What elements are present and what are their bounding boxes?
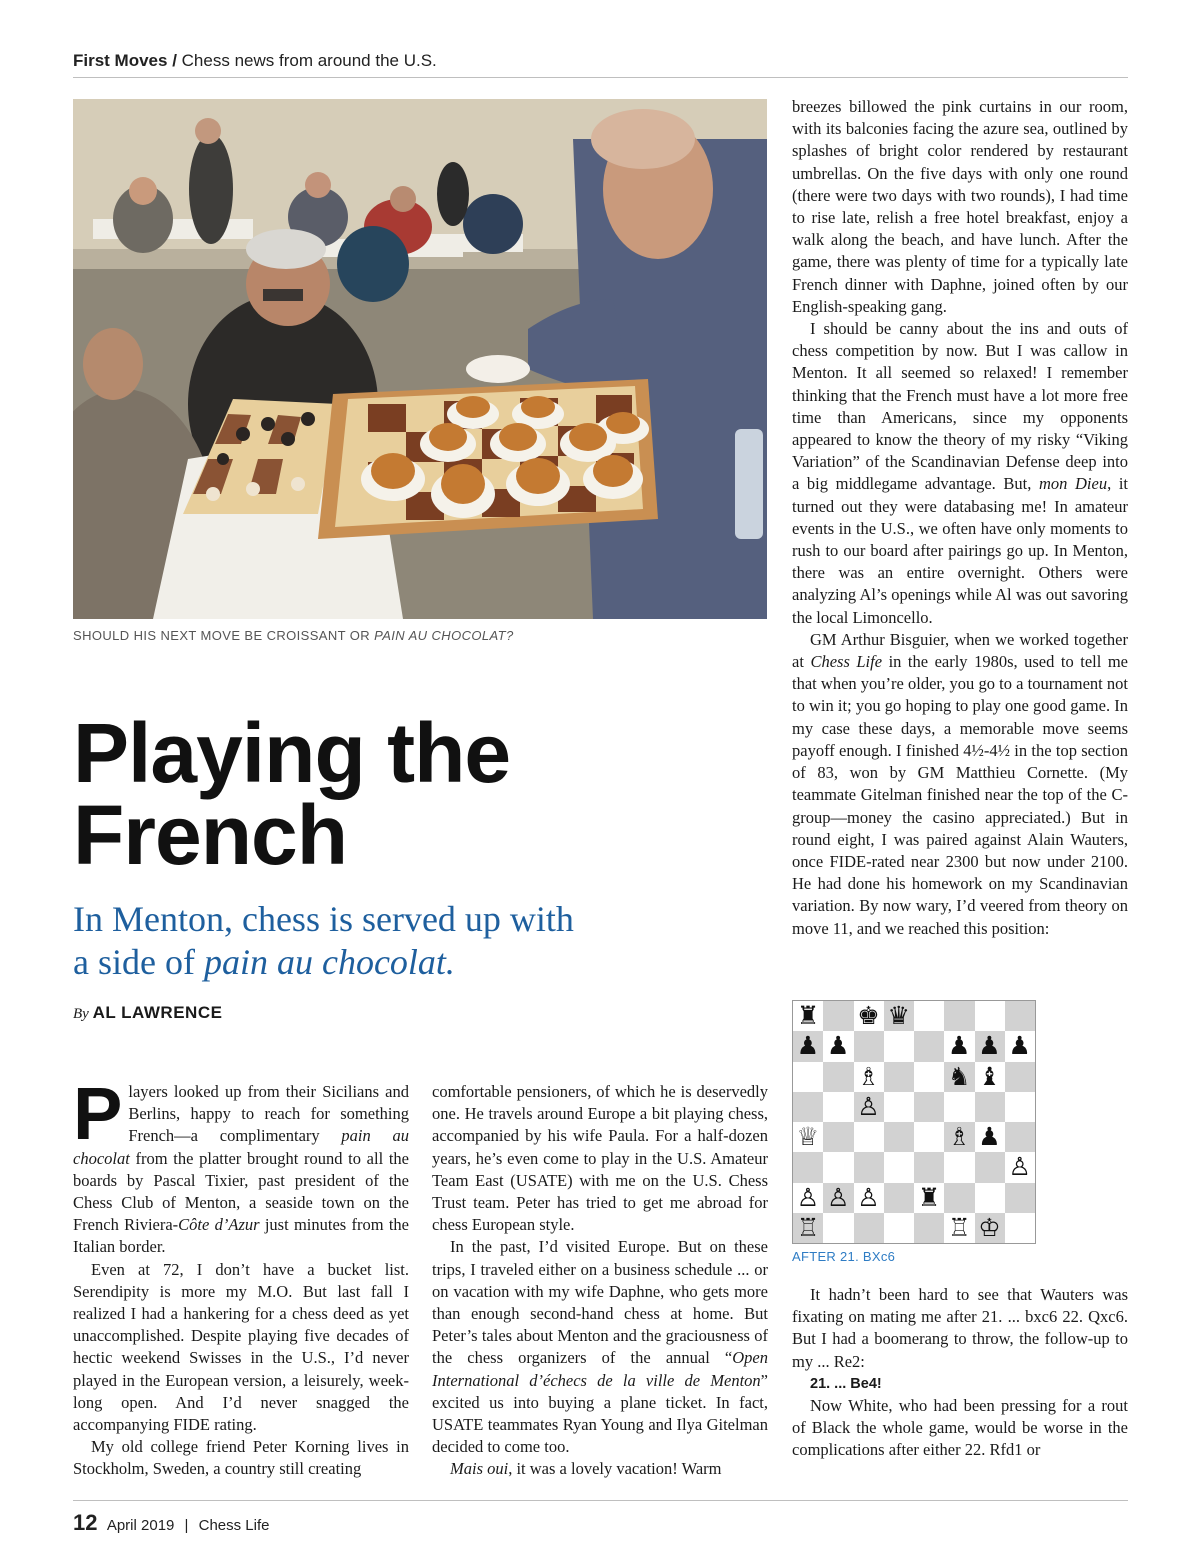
board-square [884,1213,914,1243]
board-square [1005,1183,1035,1213]
black-pawn-icon: ♟ [948,1031,971,1061]
board-square [914,1001,944,1031]
paragraph [432,1458,768,1480]
board-square [1005,1092,1035,1122]
black-king-icon: ♚ [857,1001,880,1030]
white-pawn-icon: ♙ [1008,1152,1031,1182]
body-column-3-top [792,96,1128,940]
text-run: ” excited us into buying a plane ticket. In fact, USATE teammates Ryan Young and Ilya Gitelman decided to come too. [432,1370,768,1457]
board-square [823,1152,853,1182]
board-square [975,1183,1005,1213]
board-square [854,1031,884,1061]
byline-by: By [73,1006,89,1022]
white-pawn-icon: ♙ [857,1091,880,1121]
text-run: just minutes from the Italian border. [73,1215,409,1257]
italic-run: Chess Life [810,652,883,672]
title-line-1: Playing the [73,706,511,800]
paragraph: breezes billowed the pink curtains in our room, with its balconies facing the azure sea, outlined by splashes of bright color rendered by restaurant umbrellas. On the five days with only one round (there were two days with two rounds), I had time to rise late, relish a free hotel breakfast, enjoy a walk along the beach, and have lunch. After the game, there was plenty of time for a typically late French dinner with Daphne, joined often by our English-speaking gang. [792,97,1128,316]
paragraph [792,318,1128,629]
dek-italic: pain au chocolat. [203,942,455,982]
black-pawn-icon: ♟ [1008,1031,1031,1061]
black-pawn-icon: ♟ [978,1122,1001,1151]
dek-line-1: In Menton, chess is served up with [73,899,574,939]
byline-author: AL LAWRENCE [92,1003,223,1022]
title-line-2: French [73,788,348,882]
black-pawn-icon: ♟ [796,1031,820,1061]
byline [73,1003,222,1023]
board-square [793,1152,823,1182]
board-square [823,1062,853,1092]
italic-run: mon Dieu [1038,474,1108,494]
black-queen-icon: ♛ [887,1001,910,1030]
paragraph [73,1072,409,1259]
paragraph [792,629,1128,940]
board-square [884,1183,914,1213]
board-square [975,1092,1005,1122]
diagram-caption: AFTER 21. BXc6 [792,1249,896,1264]
black-bishop-icon: ♝ [978,1061,1001,1091]
board-square [823,1001,853,1031]
article-title [73,706,767,882]
body-column-1 [73,1072,409,1481]
board-square [944,1183,974,1213]
board-square [823,1092,853,1122]
chess-diagram [792,1000,1036,1244]
text-run: I should be canny about the ins and outs of chess competition by now. But I was callow in Menton. It all seemed so relaxed! I remember thinking that the French must have a lot more free time than Americans, since my opponents appeared to know the theory of my risky “Viking Variation” of the Scandinavian Defense deep into a big middlegame advantage. But, [792,319,1128,494]
black-rook-icon: ♜ [796,1001,820,1030]
article-dek [73,898,767,984]
italic-run: pain au chocolat [73,1126,409,1168]
board-square [975,1001,1005,1031]
drop-cap: P [73,1072,123,1155]
board-square [944,1092,974,1122]
caption-italic: PAIN AU CHOCOLAT? [374,628,514,643]
board-square [1005,1001,1035,1031]
board-square [975,1152,1005,1182]
italic-run: Côte d’Azur [178,1215,260,1235]
article-photo [73,99,767,619]
paragraph: comfortable pensioners, of which he is deservedly one. He travels around Europe a bit playing chess, accompanied by his wife Paula. For a half-dozen years, he’s even come to play in the U.S. Amateur Team East (USATE) with me on the U.S. Chess Trust team. Peter has tried to get me abroad for chess European style. [432,1082,768,1235]
white-bishop-icon: ♗ [948,1122,971,1151]
black-pawn-icon: ♟ [978,1031,1001,1061]
board-square [914,1031,944,1061]
text-run: layers looked up from their Sicilians and Berlins, happy to reach for something French—a complimentary [128,1082,409,1146]
text-run: from the platter brought round to all the boards by Pascal Tixier, past president of the Chess Club of Menton, a seaside town on the French Riviera- [73,1148,409,1235]
page-number: 12 [73,1510,98,1535]
magazine-name: Chess Life [198,1517,270,1534]
board-square [854,1213,884,1243]
italic-run: Open International d’échecs de la ville de Menton [432,1348,768,1390]
section-subtitle: Chess news from around the U.S. [181,51,437,70]
board-square [914,1152,944,1182]
black-pawn-icon: ♟ [827,1031,850,1061]
board-square [1005,1213,1035,1243]
paragraph: Now White, who had been pressing for a rout of Black the whole game, would be worse in the complications after either 22. Rfd1 or [792,1396,1128,1460]
white-rook-icon: ♖ [948,1212,971,1242]
white-pawn-icon: ♙ [796,1182,820,1212]
black-knight-icon: ♞ [948,1061,971,1091]
page-footer [73,1500,1128,1536]
text-run: , it was a lovely vacation! Warm [508,1459,722,1479]
board-square [1005,1122,1035,1152]
board-square [944,1152,974,1182]
italic-run: Mais oui [450,1459,509,1479]
board-square [793,1092,823,1122]
caption-text: SHOULD HIS NEXT MOVE BE CROISSANT OR [73,628,375,643]
white-pawn-icon: ♙ [857,1182,880,1212]
board-square [884,1152,914,1182]
board-square [793,1062,823,1092]
white-queen-icon: ♕ [796,1122,820,1151]
board-square [884,1092,914,1122]
board-square [884,1122,914,1152]
issue-date: April 2019 [106,1517,175,1534]
white-pawn-icon: ♙ [827,1182,850,1212]
board-square [823,1122,853,1152]
board-square [914,1062,944,1092]
running-header [73,51,1128,78]
paragraph: My old college friend Peter Korning lives in Stockholm, Sweden, a country still creating [73,1437,409,1479]
footer-separator: | [184,1517,189,1534]
text-run: in the early 1980s, used to tell me that when you’re older, you go to a tournament not to win it; you go hoping to play one good game. In my case these days, a memorable move seems payoff enough. I finished 4½-4½ in the top section of 83, won by GM Matthieu Cornette. (My teammate Gitelman finished near the top of the C-group—money the casino appreciated.) But in round eight, I was paired against Alain Wauters, once FIDE-rated near 2300 but now under 2100. He had done his homework on my Scandinavian variation. By now wary, I’d veered from theory on move 11, and we reached this position: [792,652,1128,938]
board-square [884,1031,914,1061]
board-square [884,1062,914,1092]
board-square [914,1122,944,1152]
paragraph: Even at 72, I don’t have a bucket list. Serendipity is more my M.O. But last fall I realized I had a hankering for a chess deed as yet unaccomplished. Despite playing five decades of hectic weekend Swisses in the U.S., I’d never played in the European version, a leisurely, week-long open. And I’d never snagged the accompanying FIDE rating. [73,1259,409,1435]
move-heading: 21. ... Be4! [810,1375,882,1392]
photo-caption [73,628,767,643]
section-name: First Moves / [73,51,177,70]
white-rook-icon: ♖ [796,1212,820,1242]
board-square [823,1213,853,1243]
board-square [914,1092,944,1122]
text-run: In the past, I’d visited Europe. But on these trips, I traveled either on a business schedule ... or on vacation with my wife Daphne, who gets more than enough second-hand chess at home. But Peter’s tales about Menton and the graciousness of the chess organizers of the annual “ [432,1237,768,1368]
board-square [914,1213,944,1243]
board-square [1005,1062,1035,1092]
body-column-2 [432,1081,768,1481]
white-king-icon: ♔ [978,1212,1001,1242]
board-square [854,1152,884,1182]
board-square [944,1001,974,1031]
black-rook-icon: ♜ [917,1182,941,1212]
chess-tournament-photo [73,99,767,619]
text-run: , it turned out they were databasing me! In amateur events in the U.S., we often have only moments to rush to our board after pairings go up. In Menton, there was an entire overnight. Others were analyzing Al’s openings while Al was out savoring the local Limoncello. [792,474,1128,627]
dek-line-2: a side of [73,942,204,982]
text-run: GM Arthur Bisguier, when we worked together at [792,629,1128,672]
board-square [854,1122,884,1152]
paragraph: It hadn’t been hard to see that Wauters was fixating on mating me after 21. ... bxc6 22. Qxc6. But I had a boomerang to throw, the follow-up to my ... Re2: [792,1285,1128,1371]
white-bishop-icon: ♗ [857,1061,880,1091]
body-column-3-bottom [792,1284,1128,1462]
paragraph [432,1236,768,1458]
